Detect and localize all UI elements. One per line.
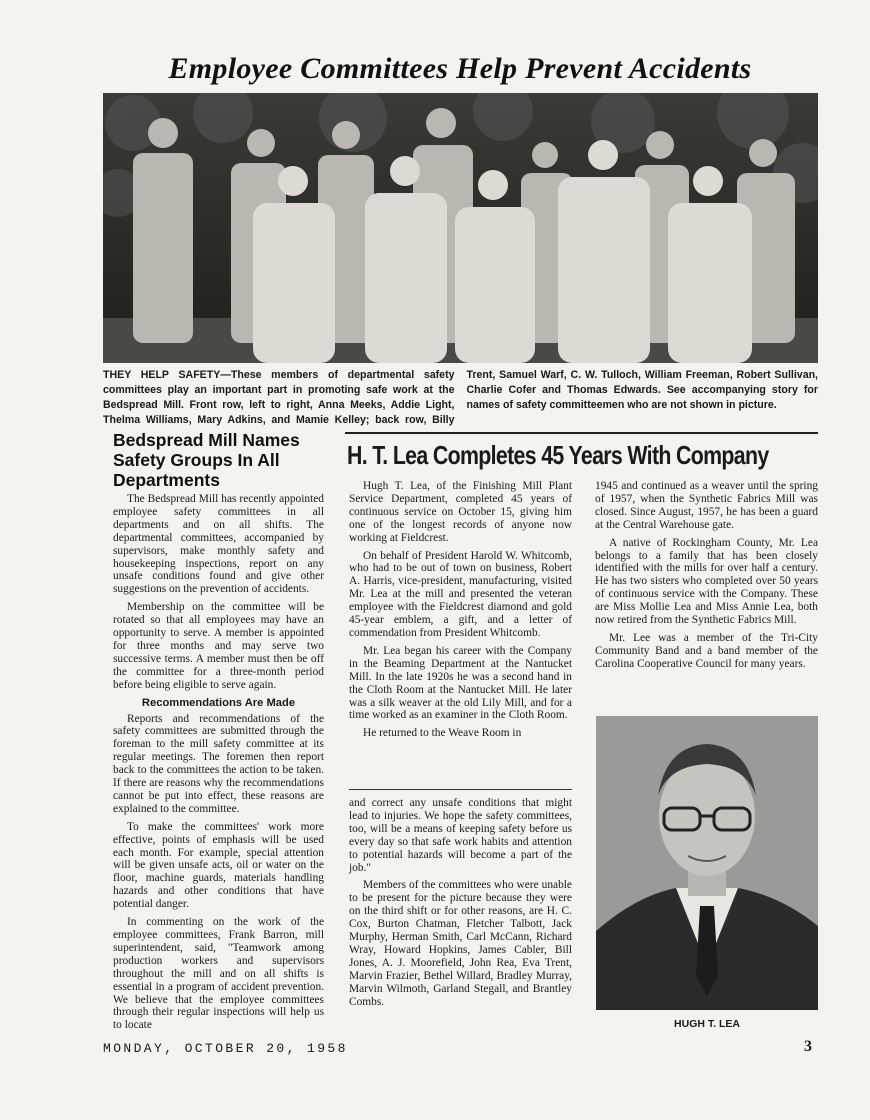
lea-article-column-1 — [349, 480, 572, 745]
lea-article-rule — [345, 432, 818, 434]
portrait-caption: HUGH T. LEA — [674, 1018, 740, 1030]
safety-paragraph: Reports and recommendations of the safety committees are submitted through the foreman to the mill safety committee at its regular meetings. The foremen then report back to the committees the action to be taken. If there are reasons why the recommendations cannot be put into effect, these reasons are explained to the committee. — [113, 712, 324, 815]
lea-paragraph: Mr. Lea began his career with the Company in the Beaming Department at the Nantucket Mill. In the late 1920s he was a second hand in the Cloth Room at the Nantucket Mill. He later was a silk weaver at the old Lily Mill, and for a time worked as an examiner in the Cloth Room. — [349, 644, 572, 722]
safety-paragraph: Members of the committees who were unable to be present for the picture because they were on the third shift or for other reasons, are H. C. Cox, Burton Chatman, Fletcher Talbott, Jack Murphy, Herman Smith, Carl McCann, Richard Wray, Howard Hopkins, James Cabler, Bill Jones, A. J. Moorefield, John Rea, Eva Trent, Marvin Frazier, Bethel Willard, Bradley Murray, Marvin Wilmoth, Garland Stegall, and Brantley Combs. — [349, 879, 572, 1008]
portrait-illustration — [596, 716, 818, 1010]
safety-paragraph: In commenting on the work of the employee committees, Frank Barron, mill superintendent, said, "Teamwork among production workers and supervisors throughout the mill and on all shifts is essential in a program of accident prevention. We believe that the employee committees through their regular inspections will help us to locate — [113, 916, 324, 1032]
safety-article-title: Bedspread Mill Names Safety Groups In All Departments — [113, 430, 300, 490]
lea-paragraph: He returned to the Weave Room in — [363, 727, 522, 740]
safety-paragraph: To make the committees' work more effective, points of emphasis will be used each month. For example, special attention will be given unsafe acts, oil or water on the floor, machine guards, materials handling hazards and other conditions that have potential danger. — [113, 820, 324, 911]
page-number: 3 — [804, 1038, 812, 1055]
lea-paragraph: 1945 and continued as a weaver until the spring of 1957, when the Synthetic Fabrics Mill was closed. Since August, 1957, he has been a guard at the Central Warehouse gate. — [595, 480, 818, 531]
page-headline: Employee Committees Help Prevent Accidents — [168, 52, 752, 85]
lea-paragraph: Hugh T. Lea, of the Finishing Mill Plant Service Department, completed 45 years of continuous service on October 15, giving him one of the longest records of anyone now working at Fieldcrest. — [349, 480, 572, 544]
safety-paragraph: and correct any unsafe conditions that might lead to injuries. We hope the safety committees, too, will be a means of keeping safety before us every day so that safe work habits and attention to potential hazards will become a part of the job." — [349, 797, 572, 874]
safety-article-column — [113, 493, 324, 1037]
portrait-photo — [596, 716, 818, 1010]
safety-subhead: Recommendations Are Made — [141, 696, 296, 709]
safety-paragraph: The Bedspread Mill has recently appointed employee safety committees in all departments and on all shifts. The departmental committees, accompanied by supervisors, make monthly safety and housekeeping inspections, report on any unsafe conditions found and give other suggestions on the prevention of accidents. — [113, 493, 324, 596]
safety-paragraph: Membership on the committee will be rotated so that all employees may have an opportunity to serve. A member is appointed for three months and may serve two successive terms. A member must then be off the committee for a three-month period before being eligible to serve again. — [113, 601, 324, 691]
photo-caption-text: THEY HELP SAFETY—These members of departmental safety committees play an important part in promoting safe work at the Bedspread Mill. Front row, left to right, Anna Meeks, Addie Light, Thelma Williams, Mary Adkins, and Mamie Kelley; back row, Billy Trent, Samuel Warf, C. W. Tulloch, William Freeman, Robert Sullivan, Charlie Cofer and Thomas Edwards. See accompanying story for names of safety committeemen who are not shown in picture. — [103, 369, 818, 426]
lea-paragraph: Mr. Lee was a member of the Tri-City Community Band and a band member of the Carolina Cooperative Council for many years. — [595, 631, 818, 670]
lea-article-title: H. T. Lea Completes 45 Years With Company — [347, 440, 769, 470]
column-divider — [349, 789, 572, 790]
group-photo-illustration — [103, 93, 818, 363]
safety-article-continued — [349, 797, 572, 1014]
lea-paragraph: On behalf of President Harold W. Whitcomb, who had to be out of town on business, Robert A. Harris, vice-president, manufacturing, visited Mr. Lea at the mill and presented the veteran employee with the Fieldcrest diamond and gold 45-year emblem, a gift, and a letter of commendation from President Whitcomb. — [349, 549, 572, 639]
group-photo — [103, 93, 818, 363]
photo-caption — [103, 368, 818, 428]
lea-article-column-2 — [595, 480, 818, 676]
lea-paragraph: A native of Rockingham County, Mr. Lea belongs to a family that has been closely identified with the mills for over half a century. He has two sisters who completed over 50 years of continuous service with the Company. These are Miss Mollie Lea and Miss Annie Lea, both now retired from the Synthetic Fabrics Mill. — [595, 536, 818, 627]
issue-date: MONDAY, OCTOBER 20, 1958 — [103, 1041, 348, 1056]
